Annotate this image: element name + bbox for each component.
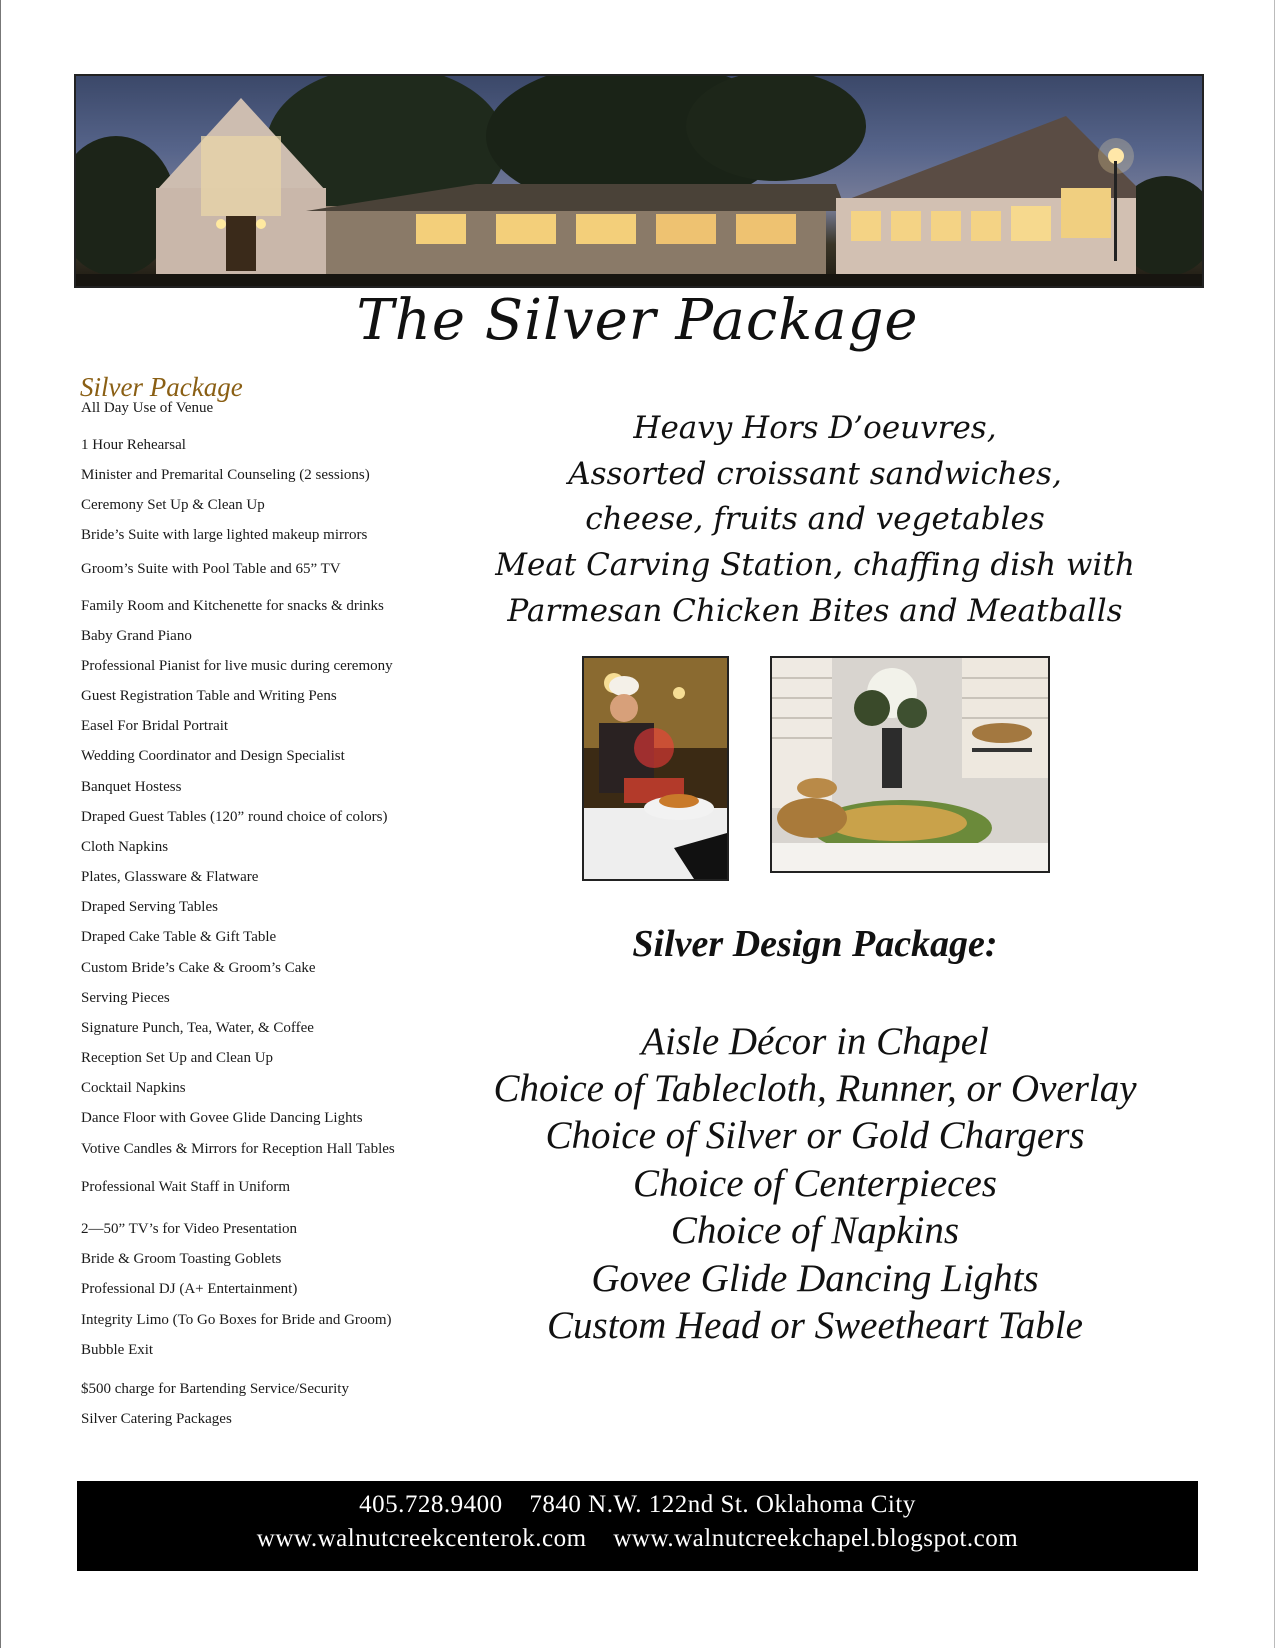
amenity-item: Draped Serving Tables <box>81 899 218 915</box>
design-item: Custom Head or Sweetheart Table <box>547 1304 1083 1347</box>
buffet-table-photo <box>770 656 1050 873</box>
design-item: Choice of Silver or Gold Chargers <box>545 1114 1085 1157</box>
menu-line: Parmesan Chicken Bites and Meatballs <box>507 593 1123 629</box>
amenity-item: Votive Candles & Mirrors for Reception Hall Tables <box>81 1141 395 1157</box>
amenity-item: Guest Registration Table and Writing Pens <box>81 688 337 704</box>
design-item: Choice of Centerpieces <box>633 1162 997 1205</box>
design-item: Govee Glide Dancing Lights <box>591 1257 1039 1300</box>
amenity-item: Plates, Glassware & Flatware <box>81 869 259 885</box>
amenity-item: Groom’s Suite with Pool Table and 65” TV <box>81 561 341 577</box>
amenity-item: Ceremony Set Up & Clean Up <box>81 497 265 513</box>
venue-banner-photo <box>74 74 1204 288</box>
silver-package-heading: Silver Package <box>80 372 243 402</box>
website-link[interactable]: www.walnutcreekcenterok.com <box>256 1525 587 1552</box>
amenity-item: $500 charge for Bartending Service/Security <box>81 1381 349 1397</box>
contact-footer <box>77 1481 1198 1571</box>
venue-illustration <box>76 76 1202 286</box>
phone-number: 405.728.9400 <box>359 1491 503 1518</box>
design-item: Aisle Décor in Chapel <box>641 1020 989 1063</box>
amenity-item: Wedding Coordinator and Design Specialist <box>81 748 345 764</box>
carving-station-photo <box>582 656 729 881</box>
blog-link[interactable]: www.walnutcreekchapel.blogspot.com <box>613 1525 1019 1552</box>
amenity-item: Dance Floor with Govee Glide Dancing Lights <box>81 1110 363 1126</box>
amenity-item: Reception Set Up and Clean Up <box>81 1050 274 1066</box>
amenity-item: Bride & Groom Toasting Goblets <box>81 1251 282 1267</box>
amenity-item: 1 Hour Rehearsal <box>81 437 186 453</box>
page-title: The Silver Package <box>356 288 919 353</box>
amenity-item: Integrity Limo (To Go Boxes for Bride and Groom) <box>81 1312 392 1328</box>
amenity-item: Minister and Premarital Counseling (2 sessions) <box>81 467 370 483</box>
menu-line: cheese, fruits and vegetables <box>585 501 1045 537</box>
amenity-item: Silver Catering Packages <box>81 1411 232 1427</box>
amenity-item: 2—50” TV’s for Video Presentation <box>81 1221 298 1237</box>
amenity-item: Cocktail Napkins <box>81 1080 186 1096</box>
buffet-illustration <box>772 658 1048 871</box>
carving-station-illustration <box>584 658 727 879</box>
amenity-item: Bride’s Suite with large lighted makeup mirrors <box>81 527 368 543</box>
amenity-item: Signature Punch, Tea, Water, & Coffee <box>81 1020 314 1036</box>
amenity-item: Easel For Bridal Portrait <box>81 718 229 734</box>
design-item: Choice of Tablecloth, Runner, or Overlay <box>493 1067 1137 1110</box>
amenity-item: Professional DJ (A+ Entertainment) <box>81 1281 298 1297</box>
menu-line: Assorted croissant sandwiches, <box>568 456 1062 492</box>
amenity-item: Bubble Exit <box>81 1342 154 1358</box>
amenity-item: Baby Grand Piano <box>81 628 192 644</box>
footer-websites-line <box>77 1525 1198 1553</box>
amenity-item: Family Room and Kitchenette for snacks & drinks <box>81 598 384 614</box>
amenity-item: Draped Cake Table & Gift Table <box>81 929 277 945</box>
design-item: Choice of Napkins <box>670 1209 960 1252</box>
design-package-heading: Silver Design Package: <box>632 923 998 965</box>
menu-line: Meat Carving Station, chaffing dish with <box>495 547 1135 583</box>
amenity-item: Professional Pianist for live music during ceremony <box>81 658 393 674</box>
amenity-item: Professional Wait Staff in Uniform <box>81 1179 291 1195</box>
amenity-item: Cloth Napkins <box>81 839 169 855</box>
footer-contact-line <box>77 1491 1198 1519</box>
amenity-item: All Day Use of Venue <box>81 400 214 416</box>
amenity-item: Serving Pieces <box>81 990 170 1006</box>
amenity-item: Draped Guest Tables (120” round choice of colors) <box>81 809 388 825</box>
street-address: 7840 N.W. 122nd St. Oklahoma City <box>529 1491 916 1518</box>
menu-line: Heavy Hors D’oeuvres, <box>633 410 997 446</box>
amenity-item: Banquet Hostess <box>81 779 182 795</box>
amenity-item: Custom Bride’s Cake & Groom’s Cake <box>81 960 316 976</box>
